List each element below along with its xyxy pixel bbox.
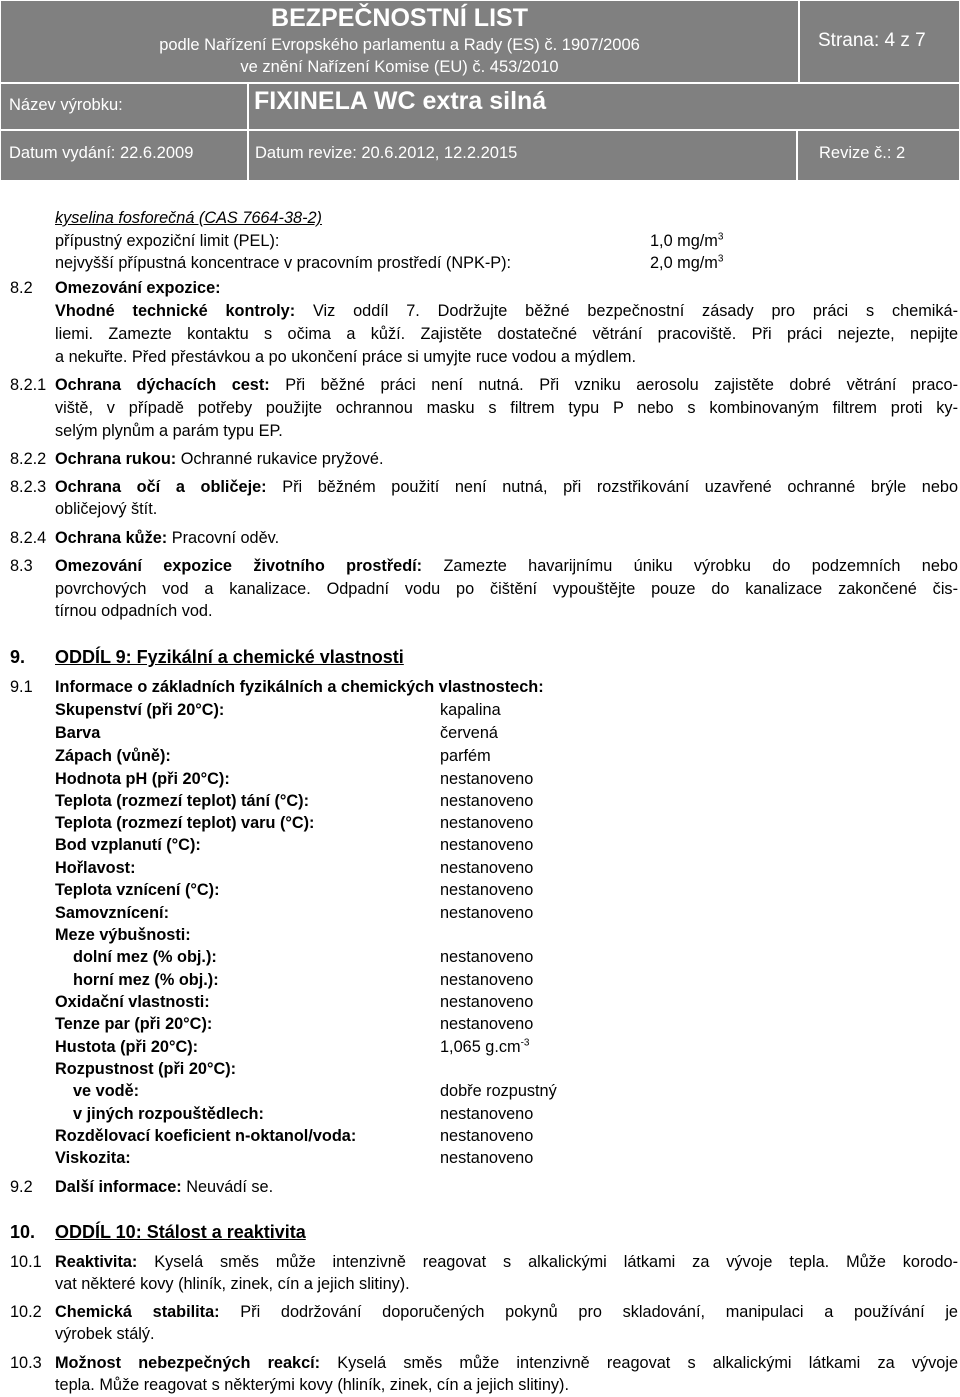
property-value: nestanoveno bbox=[440, 836, 534, 854]
subsection-title: Informace o základních fyzikálních a chemických vlastnostech: bbox=[55, 678, 544, 696]
issue-date: Datum vydání: 22.6.2009 bbox=[9, 144, 194, 162]
section-heading: ODDÍL 10: Stálost a reaktivita bbox=[55, 1222, 306, 1242]
section-number: 8.2.1 bbox=[10, 376, 47, 394]
property-label: Rozdělovací koeficient n-oktanol/voda: bbox=[55, 1127, 357, 1145]
property-value: nestanoveno bbox=[440, 1105, 534, 1123]
regulation-line: podle Nařízení Evropského parlamentu a Rady (ES) č. 1907/2006 bbox=[159, 36, 640, 54]
product-name: FIXINELA WC extra silná bbox=[254, 87, 547, 115]
revision-number: Revize č.: 2 bbox=[819, 144, 906, 162]
property-label: Viskozita: bbox=[55, 1149, 131, 1167]
section-number: 8.2 bbox=[10, 279, 33, 297]
npk-label: nejvyšší přípustná koncentrace v pracovním prostředí (NPK-P): bbox=[55, 254, 512, 272]
property-label: Tenze par (při 20°C): bbox=[55, 1015, 213, 1033]
property-label: Teplota (rozmezí teplot) tání (°C): bbox=[55, 792, 310, 810]
property-value: nestanoveno bbox=[440, 971, 534, 989]
substance-name: kyselina fosforečná (CAS 7664-38-2) bbox=[55, 209, 322, 227]
section-number: 9.2 bbox=[10, 1178, 33, 1196]
paragraph-line: výrobek stálý. bbox=[55, 1325, 155, 1343]
paragraph-line: povrchových vod a kanalizace. Odpadní vodu po čištění vypouštějte pouze do kanalizace zakončené čis- bbox=[55, 580, 958, 598]
document-header bbox=[0, 0, 960, 181]
paragraph-line: Další informace: Neuvádí se. bbox=[55, 1178, 274, 1196]
npk-value: 2,0 $mg/m^3$ bbox=[650, 253, 724, 272]
section-number: 8.2.2 bbox=[10, 450, 47, 468]
section-title: Omezování expozice: bbox=[55, 279, 221, 297]
property-value: nestanoveno bbox=[440, 814, 534, 832]
section-number: 10.1 bbox=[10, 1253, 42, 1271]
revision-dates-cell bbox=[249, 131, 796, 180]
property-label: Zápach (vůně): bbox=[55, 747, 171, 765]
property-value: nestanoveno bbox=[440, 993, 534, 1011]
section-number: 9. bbox=[10, 647, 26, 667]
pel-label: přípustný expoziční limit (PEL): bbox=[55, 232, 280, 250]
property-label: Meze výbušnosti: bbox=[55, 926, 191, 944]
paragraph-line: Ochrana očí a obličeje: Při běžném použití není nutná, při rozstřikování uzavřené ochranné brýle nebo bbox=[55, 478, 958, 496]
amendment-line: ve znění Nařízení Komise (EU) č. 453/2010 bbox=[240, 58, 559, 76]
pel-value: 1,0 $mg/m^3$ bbox=[650, 231, 724, 250]
section-number: 8.3 bbox=[10, 557, 33, 575]
product-label: Název výrobku: bbox=[9, 96, 123, 114]
paragraph-line: vat některé kovy (hliník, zinek, cín a jejich slitiny). bbox=[55, 1275, 410, 1293]
property-value: nestanoveno bbox=[440, 1149, 534, 1167]
property-label: Hořlavost: bbox=[55, 859, 136, 877]
product-label-cell bbox=[1, 84, 247, 129]
section-number: 9.1 bbox=[10, 678, 33, 696]
paragraph-line: a nekuřte. Před přestávkou a po ukončení práce si umyjte ruce vodou a mýdlem. bbox=[55, 348, 637, 366]
property-label: Bod vzplanutí (°C): bbox=[55, 836, 201, 854]
paragraph-line: Ochrana rukou: Ochranné rukavice pryžové. bbox=[55, 450, 384, 468]
paragraph-line: Možnost nebezpečných reakcí: Kyselá směs může intenzivně reagovat s alkalickými látkami za vývoje bbox=[55, 1354, 958, 1372]
paragraph-line: tírnou odpadních vod. bbox=[55, 602, 213, 620]
property-label: Skupenství (při 20°C): bbox=[55, 701, 225, 719]
page-indicator: Strana: 4 z 7 bbox=[818, 30, 926, 51]
property-value: 1,065 $g.cm^{-3}$ bbox=[440, 1037, 530, 1056]
paragraph-line: Omezování expozice životního prostředí: Zamezte havarijnímu úniku výrobku do podzemních nebo bbox=[55, 557, 958, 575]
property-value: červená bbox=[440, 724, 498, 742]
property-label: ve vodě: bbox=[73, 1082, 140, 1100]
issue-date-cell bbox=[1, 131, 247, 180]
paragraph-line: viště, v případě potřeby použijte ochrannou masku s filtrem typu P nebo s kombinovaným filtrem proti ky- bbox=[55, 399, 958, 417]
property-value: nestanoveno bbox=[440, 1015, 534, 1033]
property-value: kapalina bbox=[440, 701, 501, 719]
paragraph-line: obličejový štít. bbox=[55, 500, 158, 518]
property-label: v jiných rozpouštědlech: bbox=[73, 1105, 264, 1123]
property-label: Rozpustnost (při 20°C): bbox=[55, 1060, 237, 1078]
property-label: Oxidační vlastnosti: bbox=[55, 993, 210, 1011]
revision-dates: Datum revize: 20.6.2012, 12.2.2015 bbox=[255, 144, 518, 162]
property-label: Barva bbox=[55, 724, 101, 742]
paragraph-line: Reaktivita: Kyselá směs může intenzivně reagovat s alkalickými látkami za vývoje tepla. Může korodo- bbox=[55, 1253, 958, 1271]
paragraph-line: selým plynům a parám typu EP. bbox=[55, 422, 283, 440]
product-name-cell bbox=[249, 84, 959, 129]
section-number: 10.3 bbox=[10, 1354, 42, 1372]
property-value: nestanoveno bbox=[440, 1127, 534, 1145]
property-label: dolní mez (% obj.): bbox=[73, 948, 217, 966]
paragraph-line: Ochrana dýchacích cest: Při běžné práci není nutná. Při vzniku aerosolu zajistěte dobré větrání praco- bbox=[55, 376, 958, 394]
paragraph-line: liemi. Zamezte kontaktu s očima a kůží. Zajistěte dostatečné větrání pracoviště. Při práci nejezte, nepijte bbox=[55, 325, 958, 343]
property-label: Samovznícení: bbox=[55, 904, 170, 922]
section-heading: ODDÍL 9: Fyzikální a chemické vlastnosti bbox=[55, 647, 404, 667]
paragraph-line: Vhodné technické kontroly: Viz oddíl 7. Dodržujte běžné bezpečnostní zásady pro práci s chemiká- bbox=[55, 302, 958, 320]
property-value: parfém bbox=[440, 747, 491, 765]
document-title: BEZPEČNOSTNÍ LIST bbox=[271, 4, 528, 32]
property-value: nestanoveno bbox=[440, 948, 534, 966]
property-value: nestanoveno bbox=[440, 904, 534, 922]
paragraph-line: tepla. Může reagovat s některými kovy (hliník, zinek, cín a jejich slitiny). bbox=[55, 1376, 569, 1394]
section-number: 8.2.3 bbox=[10, 478, 47, 496]
property-label: Hustota (při 20°C): bbox=[55, 1038, 199, 1056]
property-value: nestanoveno bbox=[440, 792, 534, 810]
page-indicator-cell bbox=[800, 1, 959, 82]
section-number: 10.2 bbox=[10, 1303, 42, 1321]
property-label: Hodnota pH (při 20°C): bbox=[55, 770, 230, 788]
property-value: nestanoveno bbox=[440, 770, 534, 788]
paragraph-line: Chemická stabilita: Při dodržování doporučených pokynů pro skladování, manipulaci a používání je bbox=[55, 1303, 958, 1321]
section-number: 8.2.4 bbox=[10, 529, 47, 547]
revision-number-cell bbox=[798, 131, 959, 180]
property-label: horní mez (% obj.): bbox=[73, 971, 219, 989]
property-value: nestanoveno bbox=[440, 881, 534, 899]
property-label: Teplota vznícení (°C): bbox=[55, 881, 220, 899]
paragraph-line: Ochrana kůže: Pracovní oděv. bbox=[55, 529, 280, 547]
property-value: nestanoveno bbox=[440, 859, 534, 877]
property-value: dobře rozpustný bbox=[440, 1082, 557, 1100]
section-number: 10. bbox=[10, 1222, 36, 1242]
property-label: Teplota (rozmezí teplot) varu (°C): bbox=[55, 814, 315, 832]
header-title-cell bbox=[1, 1, 798, 82]
